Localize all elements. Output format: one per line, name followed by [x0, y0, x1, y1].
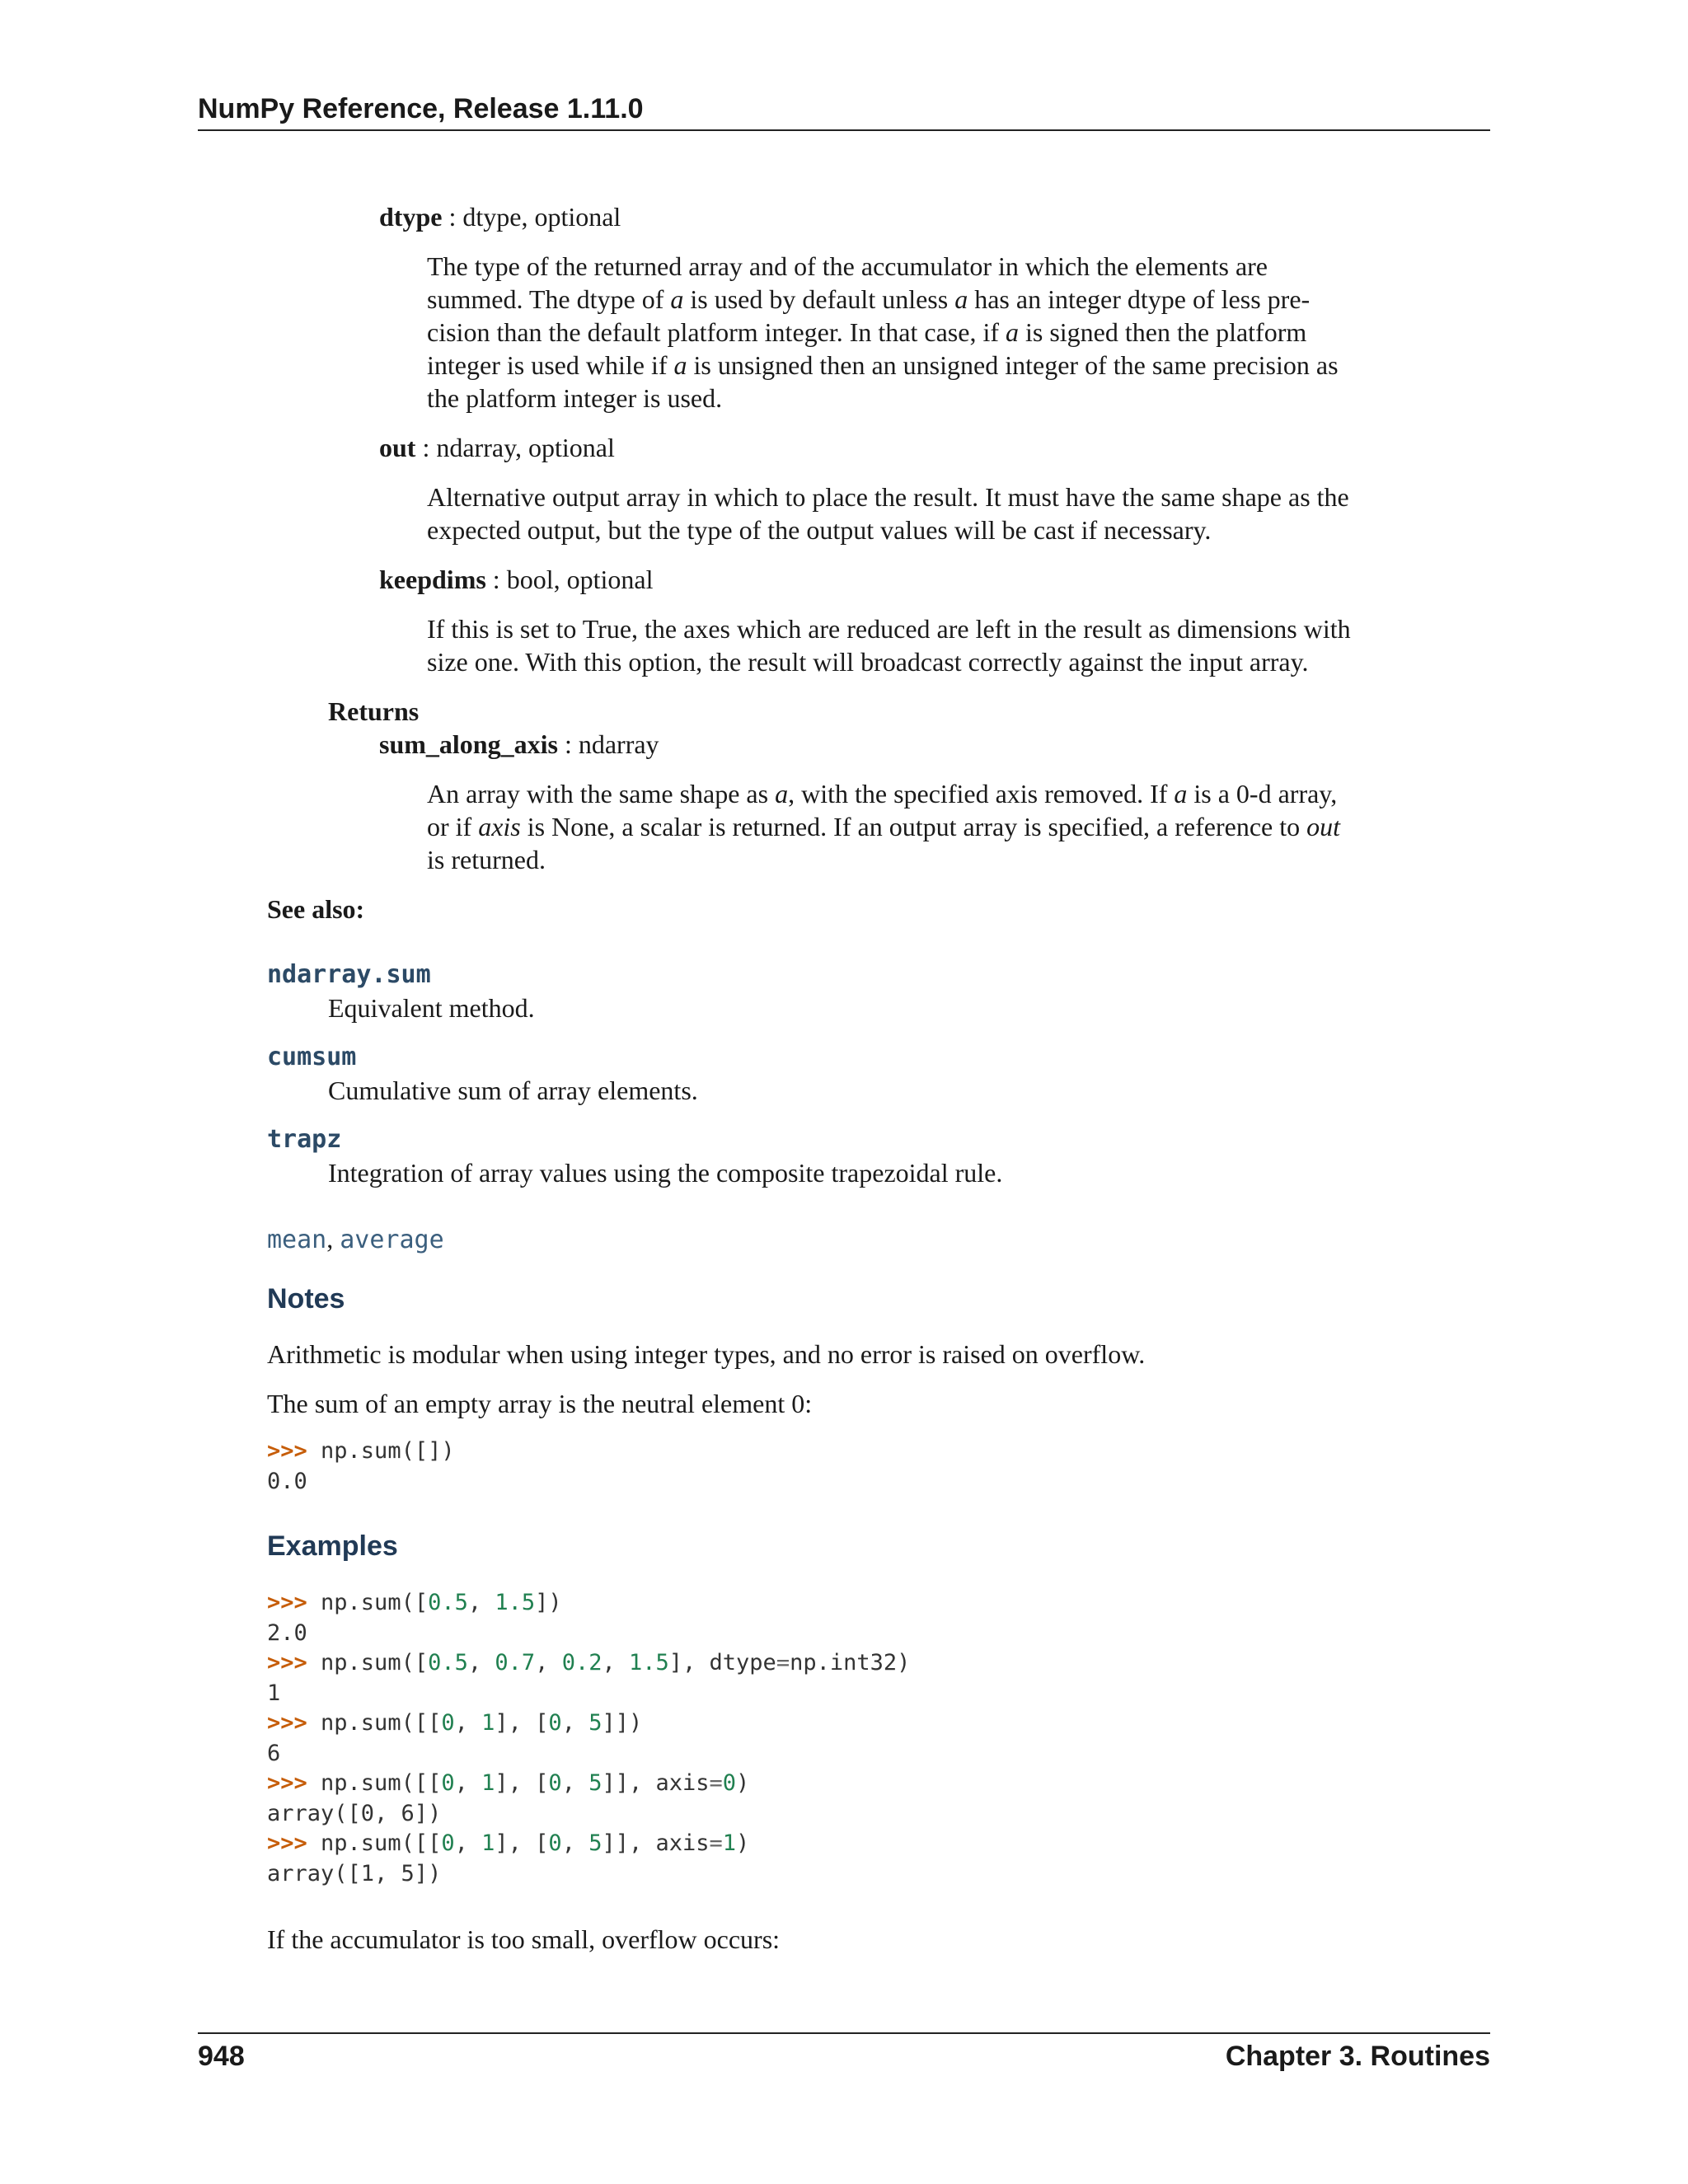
- notes-paragraph: The sum of an empty array is the neutral element 0:: [267, 1389, 813, 1418]
- param-name: keepdims: [379, 565, 486, 594]
- return-type: : ndarray: [557, 729, 659, 759]
- see-also-desc: Equivalent method.: [328, 993, 535, 1023]
- param-dtype: [379, 200, 621, 233]
- see-also-desc: Integration of array values using the composite trapezoidal rule.: [328, 1158, 1003, 1188]
- see-also-desc: Cumulative sum of array elements.: [328, 1076, 698, 1105]
- code-output: array([0, 6]): [267, 1800, 442, 1826]
- footer-rule: [198, 2032, 1490, 2034]
- param-out-description: Alternative output array in which to place the result. It must have the same shape as the expected output, but the type of the output values will be cast if necessary.: [427, 482, 1349, 545]
- see-also-extra: [267, 1222, 444, 1257]
- param-type: : ndarray, optional: [415, 433, 615, 462]
- return-value: [379, 728, 659, 761]
- examples-heading: Examples: [267, 1530, 398, 1562]
- examples-code-block: [267, 1588, 910, 1889]
- see-also-link-trapz[interactable]: trapz: [267, 1125, 342, 1154]
- notes-code-block: [267, 1436, 455, 1497]
- code-line: >>> np.sum([0.5, 1.5]): [267, 1590, 562, 1615]
- see-also-link-ndarray-sum[interactable]: ndarray.sum: [267, 960, 431, 989]
- param-dtype-description: The type of the returned array and of the accumulator in which the elements are summed. The dtype of a is used by default unless a has an integer dtype of less pre- cision than the default platform integer. In that case, if a is signed then the platform integer is used while if a is unsigned then an unsigned integer of the same precision as the platform integer is used.: [427, 251, 1339, 413]
- code-output: 2.0: [267, 1619, 307, 1646]
- see-also-link-cumsum[interactable]: cumsum: [267, 1043, 357, 1071]
- see-also-label: See also:: [267, 894, 365, 924]
- see-also-link-average[interactable]: average: [340, 1226, 444, 1254]
- header-rule: [198, 129, 1490, 131]
- notes-heading: Notes: [267, 1283, 345, 1315]
- param-type: : bool, optional: [485, 565, 654, 594]
- closing-paragraph: If the accumulator is too small, overflow occurs:: [267, 1924, 781, 1954]
- param-type: : dtype, optional: [442, 202, 621, 232]
- code-line: >>> np.sum([[0, 1], [0, 5]]): [267, 1710, 643, 1736]
- code-line: >>> np.sum([[0, 1], [0, 5]], axis=1): [267, 1830, 750, 1856]
- separator: ,: [326, 1224, 340, 1254]
- returns-label: Returns: [328, 696, 420, 726]
- page-number: 948: [198, 2041, 245, 2072]
- running-header: NumPy Reference, Release 1.11.0: [198, 93, 644, 124]
- see-also-link-mean[interactable]: mean: [267, 1226, 327, 1254]
- code-line: >>> np.sum([[0, 1], [0, 5]], axis=0): [267, 1770, 750, 1796]
- param-out: [379, 431, 615, 464]
- code-output: array([1, 5]): [267, 1860, 442, 1886]
- param-name: dtype: [379, 202, 443, 232]
- param-keepdims: [379, 563, 653, 596]
- code-line: >>> np.sum([]): [267, 1438, 455, 1464]
- return-description: An array with the same shape as a, with the specified axis removed. If a is a 0-d array, or if axis is None, a scalar is returned. If an output array is specified, a reference to out is returned.: [427, 779, 1340, 874]
- param-keepdims-description: If this is set to True, the axes which are reduced are left in the result as dimensions with size one. With this option, the result will broadcast correctly against the input array.: [427, 614, 1351, 677]
- code-output: 1: [267, 1680, 281, 1706]
- notes-paragraph: Arithmetic is modular when using integer types, and no error is raised on overflow.: [267, 1339, 1146, 1369]
- param-name: out: [379, 433, 416, 462]
- code-output: 0.0: [267, 1468, 307, 1494]
- code-output: 6: [267, 1740, 281, 1766]
- return-name: sum_along_axis: [379, 729, 558, 759]
- chapter-title: Chapter 3. Routines: [1225, 2041, 1490, 2072]
- code-line: >>> np.sum([0.5, 0.7, 0.2, 1.5], dtype=np.int32): [267, 1650, 911, 1675]
